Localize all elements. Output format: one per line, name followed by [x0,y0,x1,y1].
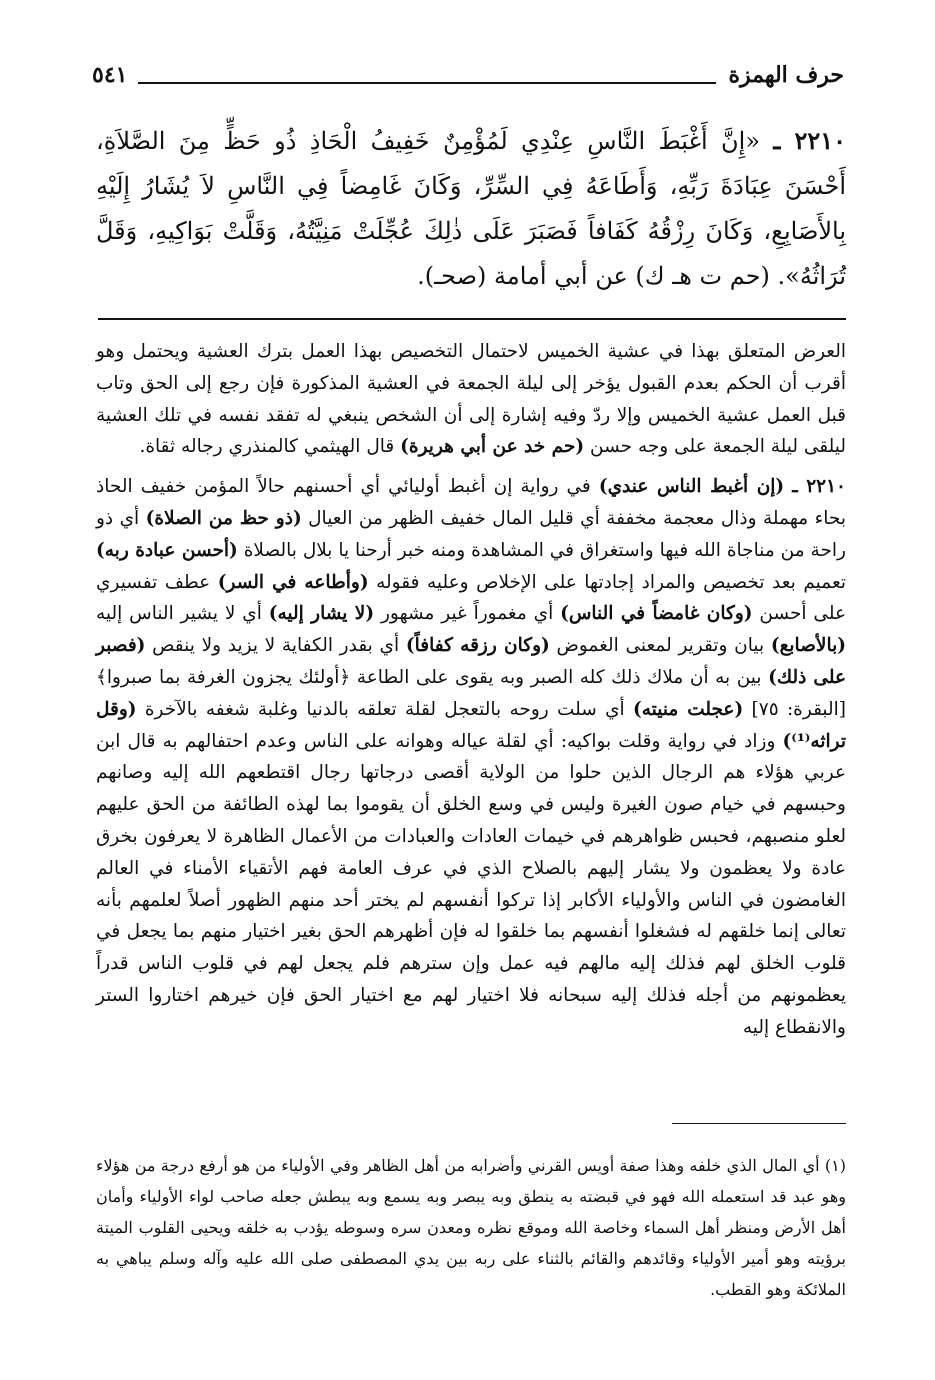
quoted-phrase: (إن أغبط الناس عندي) [598,476,785,498]
page-number: ٥٤١ [92,62,128,88]
commentary-text: في رواية إن أغبط أوليائي أي أحسنهم حالاً المؤمن خفيف الحاذ بحاء مهملة وذال معجمة مخففة أي قليل المال خفيف الظهر من العيال [96,476,846,529]
running-header [92,58,844,98]
quoted-phrase: (فصبر على ذلك) [96,635,846,688]
hadith-number: ٢٢١٠ ـ [773,126,847,155]
source-citation: (حم خد عن أبي هريرة) [400,436,585,458]
commentary-text: أي مغموراً غير مشهور [380,603,554,625]
quoted-phrase: (وكان غامضاً في الناس) [560,603,753,625]
commentary-text: بين به أن ملاك ذلك كله الصبر وبه يقوى على الطاعة ﴿أولئك يجزون الغرفة بما صبروا﴾ [البقرة: ٧٥] [96,666,847,720]
quoted-phrase: (أحسن عبادة ربه) [96,539,238,561]
footnote [96,1150,846,1305]
commentary-number: ٢٢١٠ ـ [792,476,846,498]
commentary [96,336,846,1044]
quoted-phrase: (وكان رزقه كفافاً) [405,635,550,657]
header-rule [138,82,716,84]
quoted-phrase: (ذو حظ من الصلاة) [145,507,302,529]
commentary-text: بيان وتقرير لمعنى الغموض [556,635,765,657]
footnote-text: (١) أي المال الذي خلفه وهذا صفة أويس القرني وأضرابه من أهل الظاهر وفي الأولياء من هو أرفع درجة من هؤلاء وهو عبد قد استعمله الله فهو في قبضته به ينطق وبه يبصر وبه يسمع وبه يبطش جعله صاحب لواء الأولياء وأمان أهل الأرض ومنظر أهل السماء وخاصة الله وموقع نظره ومعدن سره وسوطه يؤدب به خلقه ويحيى القلوب الميتة برؤيته وهو أمير الأولياء وقائدهم والقائم بالثناء على ربه بين يدي المصطفى صلى الله عليه وآله وسلم يباهي به الملائكة وهو القطب. [96,1156,847,1299]
commentary-text: عطف تفسيري على أحسن [96,571,846,625]
quoted-phrase: (عجلت منيته) [633,698,744,720]
commentary-text: أي بقدر الكفاية لا يزيد ولا ينقص [152,635,400,657]
commentary-text: وزاد في رواية وقلت بواكيه: أي لقلة عياله وهوانه على الناس وعدم احتفالهم به قال ابن عربي هؤلاء هم الرجال الذين حلوا من الولاية أقصى درجاتها رجال اقتطعهم الله إليه وصانهم وحبسهم في خيام صون الغيرة وليس في وسع الخلق أن يقوموا بما لهذه الطائفة من الحق عليهم لعلو منصبهم، فحبس ظواهرهم في خيمات العادات والعبادات من الأعمال الظاهرة لا يعرفون بخرق عادة ولا يعظمون ولا يشار إليهم بالصلاح الذي في عرف العامة فهم الأتقياء الأمناء في العالم الغامضون في الناس والأولياء الأكابر إذا تركوا أنفسهم لم يختر أحد منهم الظهور أصلاً لعلمهم بأنه تعالى إنما خلقهم له فشغلوا أنفسهم بما خلقوا له فإن أظهرهم الحق بغير اختيار منهم بما يجعل في قلوب الخلق لهم فذلك إليه مالهم فيه عمل وإن سترهم فلم يجعل لهم في قلوب الناس قدراً يعظمونهم من أجله فذلك إليه سبحانه فلا اختيار لهم مع اختيار الحق فإن خيرهم اختاروا الستر والانقطاع إليه [96,730,847,1038]
hadith-text [96,118,846,299]
commentary-text: أي ذو راحة من مناجاة الله فيها واستغراق في المشاهدة ومنه خبر أرحنا يا بلال بالصلاة [96,507,846,561]
quoted-phrase: (بالأصابع) [770,635,846,657]
commentary-text: أي لا يشير الناس إليه [96,603,262,625]
commentary-text: تعميم بعد تخصيص والمراد إجادتها على الإخلاص وعليه فقوله [376,571,847,593]
quoted-phrase: (وقل تراثه⁽¹⁾) [96,698,846,752]
footnote-divider [672,1123,846,1124]
section-divider [98,318,846,320]
commentary-paragraph [96,336,846,463]
quoted-phrase: (وأطاعه في السر) [217,571,369,593]
commentary-paragraph [96,471,846,1043]
hadith-body: «إِنَّ أَغْبَطَ النَّاسِ عِنْدِي لَمُؤْمِنٌ خَفِيفُ الْحَاذِ ذُو حَظٍّ مِنَ الصَّلاَةِ، أَحْسَنَ عِبَادَةَ رَبِّهِ، وَأَطَاعَهُ فِي السِّرِّ، وَكَانَ غَامِضاً فِي النَّاسِ لاَ يُشَارُ إِلَيْهِ بِالأَصَابِعِ، وَكَانَ رِزْقُهُ كَفَافاً فَصَبَرَ عَلَى ذٰلِكَ عُجِّلَتْ مَنِيَّتُهُ، وَقَلَّتْ بَوَاكِيهِ، وَقَلَّ تُرَاثُهُ». (حم ت هـ ك) عن أبي أمامة (صحـ). [96,127,846,290]
commentary-text: أي سلت روحه بالتعجل لقلة تعلقه بالدنيا وغلبة شغفه بالآخرة [144,698,625,720]
chapter-title: حرف الهمزة [728,62,844,88]
commentary-text: قال الهيثمي كالمنذري رجاله ثقاة. [139,436,395,458]
quoted-phrase: (لا يشار إليه) [268,603,375,625]
commentary-text: العرض المتعلق بهذا في عشية الخميس لاحتمال التخصيص بهذا العمل بترك العشية ويحتمل وهو أقرب أن الحكم بعدم القبول يؤخر إلى ليلة الجمعة في العشية المذكورة فإن رجع إلى الحق وتاب قبل العمل عشية الخميس وإلا ردّ وفيه إشارة إلى أن الشخص ينبغي له تفقد نفسه في تلك العشية ليلقى ليلة الجمعة على وجه حسن [96,341,846,458]
